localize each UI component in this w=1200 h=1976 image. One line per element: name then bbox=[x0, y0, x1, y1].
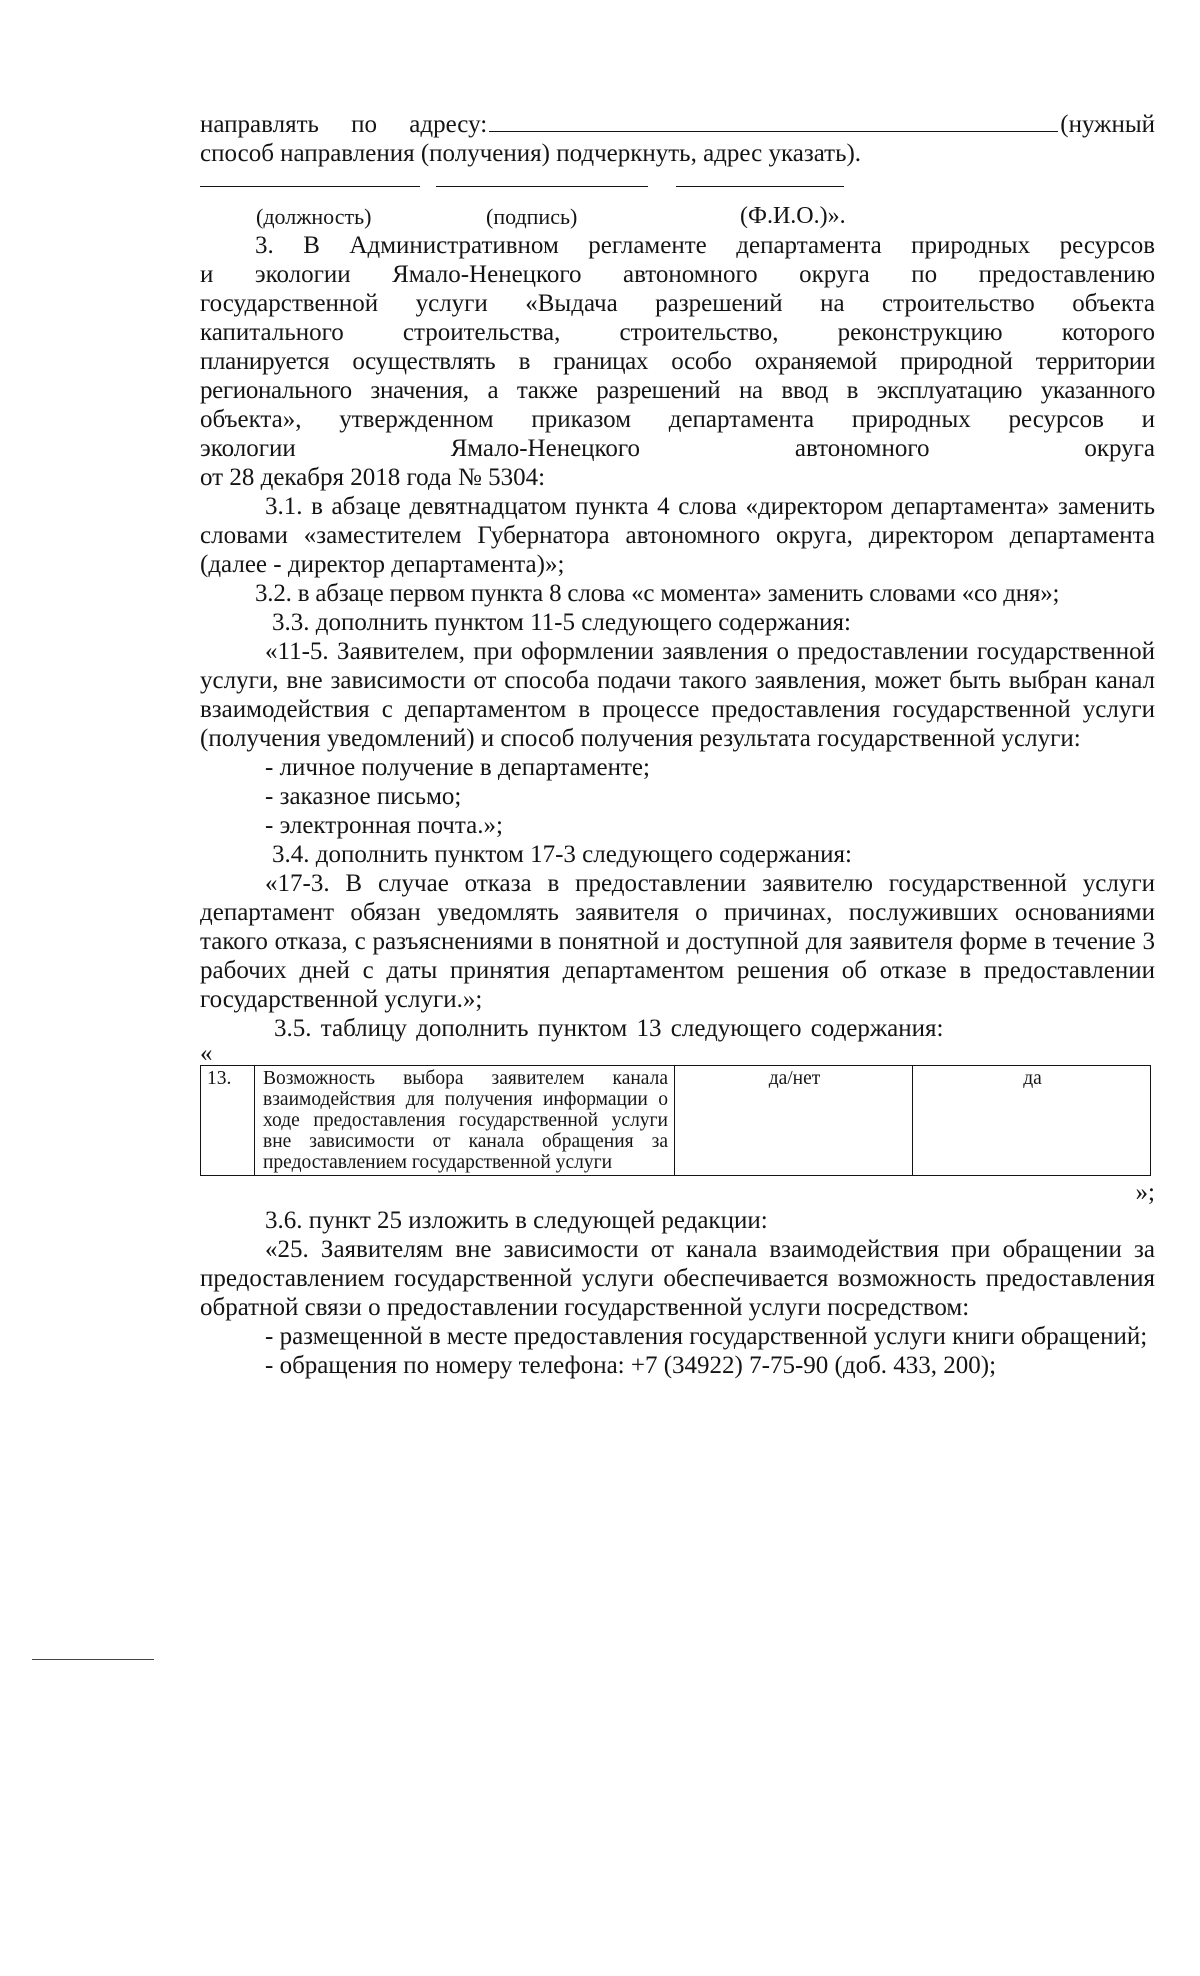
paragraph-3-5: 3.5. таблицу дополнить пунктом 13 следующего содержания: bbox=[274, 1015, 944, 1042]
address-note-line: способ направления (получения) подчеркнуть, адрес указать). bbox=[200, 140, 862, 167]
intro-line: 3. В Административном регламенте департамента природных ресурсов bbox=[255, 232, 1155, 259]
row-description: Возможность выбора заявителем канала взаимодействия для получения информации о ходе предоставления государственной услуги вне зависимости от канала обращения за предоставлением государственной услуги bbox=[255, 1066, 675, 1176]
paragraph-3-4: 3.4. дополнить пунктом 17-3 следующего содержания: bbox=[272, 841, 852, 868]
list-item: - электронная почта.»; bbox=[265, 812, 503, 839]
row-type: да/нет bbox=[675, 1066, 913, 1176]
intro-line: регионального значения, а также разрешений на ввод в эксплуатацию указанного bbox=[200, 377, 1155, 404]
amendment-table bbox=[200, 1065, 1151, 1176]
position-blank bbox=[200, 186, 420, 187]
table-row bbox=[201, 1066, 1151, 1176]
list-item: - обращения по номеру телефона: +7 (34922) 7-75-90 (доб. 433, 200); bbox=[265, 1352, 997, 1379]
intro-line: планируется осуществлять в границах особо охраняемой природной территории bbox=[200, 348, 1155, 375]
row-value: да bbox=[913, 1066, 1151, 1176]
paragraph-25: «25. Заявителям вне зависимости от канала взаимодействия при обращении за предоставлением государственной услуги обеспечивается возможность предоставления обратной связи о предоставлении государственной услуги посредством: bbox=[200, 1236, 1155, 1321]
paragraph-3-6: 3.6. пункт 25 изложить в следующей редакции: bbox=[265, 1207, 768, 1234]
list-item: - размещенной в месте предоставления государственной услуги книги обращений; bbox=[265, 1323, 1148, 1350]
signature-captions bbox=[200, 202, 1155, 231]
list-item: - заказное письмо; bbox=[265, 783, 462, 810]
signature-blank bbox=[436, 186, 648, 187]
paragraph-3-1: 3.1. в абзаце девятнадцатом пункта 4 слова «директором департамента» заменить словами «заместителем Губернатора автономного округа, директором департамента (далее - директор департамента)»; bbox=[200, 493, 1155, 578]
address-label: направлять по адресу: bbox=[200, 111, 488, 138]
document-body bbox=[200, 110, 1155, 1380]
footnote-separator bbox=[32, 1659, 154, 1660]
address-blank bbox=[489, 130, 1058, 132]
intro-line: государственной услуги «Выдача разрешений на строительство объекта bbox=[200, 290, 1155, 317]
paragraph-3-3: 3.3. дополнить пунктом 11-5 следующего содержания: bbox=[272, 609, 851, 636]
intro-line: капитального строительства, строительство, реконструкцию которого bbox=[200, 319, 1155, 346]
list-item: - личное получение в департаменте; bbox=[265, 754, 650, 781]
address-note: (нужный bbox=[1060, 111, 1155, 138]
intro-line: и экологии Ямало-Ненецкого автономного округа по предоставлению bbox=[200, 261, 1155, 288]
caption-name: (Ф.И.О.)». bbox=[740, 203, 846, 229]
intro-line: объекта», утвержденном приказом департамента природных ресурсов и bbox=[200, 406, 1155, 433]
signature-lines bbox=[200, 168, 1155, 202]
address-line bbox=[200, 110, 1155, 139]
section-3-intro bbox=[200, 231, 1155, 492]
paragraph-17-3: «17-3. В случае отказа в предоставлении заявителю государственной услуги департамент обязан уведомлять заявителя о причинах, послуживших основаниями такого отказа, с разъяснениями в понятной и доступной для заявителя форме в течение 3 рабочих дней с даты принятия департаментом решения об отказе в предоставлении государственной услуги.»; bbox=[200, 870, 1155, 1013]
name-blank bbox=[676, 186, 844, 187]
caption-position: (должность) bbox=[256, 204, 372, 229]
table-quote-open: « bbox=[200, 1040, 213, 1067]
paragraph-11-5: «11-5. Заявителем, при оформлении заявления о предоставлении государственной услуги, вне зависимости от способа подачи такого заявления, может быть выбран канал взаимодействия с департаментом в процессе предоставления государственной услуги (получения уведомлений) и способ получения результата государственной услуги: bbox=[200, 638, 1155, 752]
row-number: 13. bbox=[201, 1066, 255, 1176]
table-quote-close: »; bbox=[1135, 1179, 1155, 1206]
caption-signature: (подпись) bbox=[486, 204, 578, 229]
intro-line: от 28 декабря 2018 года № 5304: bbox=[200, 464, 546, 491]
intro-line: экологии Ямало-Ненецкого автономного округа bbox=[200, 435, 1155, 462]
paragraph-3-2: 3.2. в абзаце первом пункта 8 слова «с момента» заменить словами «со дня»; bbox=[255, 580, 1060, 607]
